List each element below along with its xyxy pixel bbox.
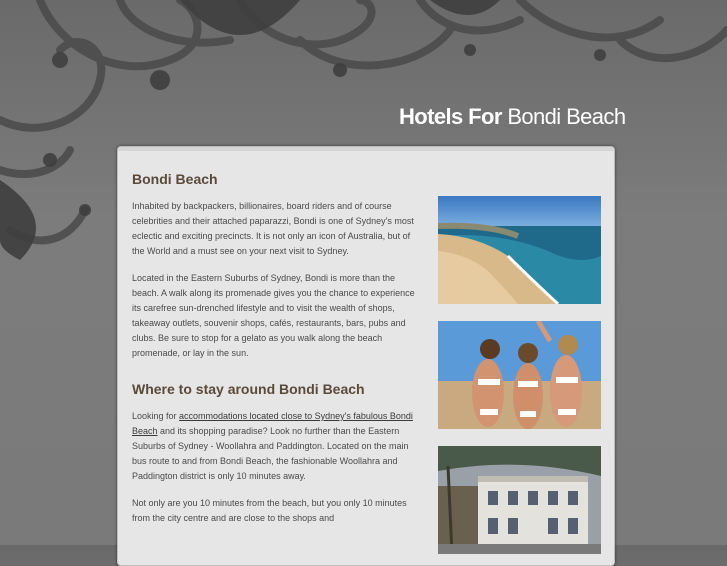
paragraph-location: Located in the Eastern Suburbs of Sydney, Bondi is more than the beach. A walk along its promenade gives you the chance to experience its carefree sun-drenched lifestyle and to visit the wealth of shops, takeaway outlets, souvenir shops, cafés, restaurants, bars, pubs and clubs. Be sure to stop for a gelato as you walk along the beach promenade, or lay in the sun. (132, 273, 415, 358)
site-title-bold: Hotels For (399, 104, 502, 129)
paragraph-accommodation (132, 409, 415, 484)
accommodation-link[interactable]: accommodations located close to Sydney's fabulous Bondi Beach (132, 411, 413, 436)
content-panel (117, 146, 615, 566)
main-content (132, 171, 415, 526)
paragraph-accommodation-start: Looking for (132, 411, 180, 421)
beach-aerial-photo (438, 196, 601, 304)
heading-where-to-stay: Where to stay around Bondi Beach (132, 381, 365, 397)
site-title[interactable] (399, 104, 625, 130)
street-building-photo (438, 446, 601, 554)
heading-bondi-beach: Bondi Beach (132, 171, 218, 187)
site-title-light: Bondi Beach (507, 104, 626, 129)
paragraph-intro: Inhabited by backpackers, billionaires, board riders and of course celebrities and their attached paparazzi, Bondi is one of Sydney's most eclectic and exciting precincts. It is not only an icon of Australia, but of the World and a must see on your next visit to Sydney. (132, 201, 414, 256)
panel-top-bar (118, 147, 614, 151)
paragraph-accommodation-end: and its shopping paradise? Look no further than the Eastern Suburbs of Sydney - Woollahra and Paddington. Located on the main bus route to and from Bondi Beach, the fashionable Woollahra and Paddington district is only 10 minutes away. (132, 426, 409, 481)
beach-girls-photo (438, 321, 601, 429)
paragraph-city: Not only are you 10 minutes from the beach, but you only 10 minutes from the city centre and are close to the shops and (132, 498, 407, 523)
